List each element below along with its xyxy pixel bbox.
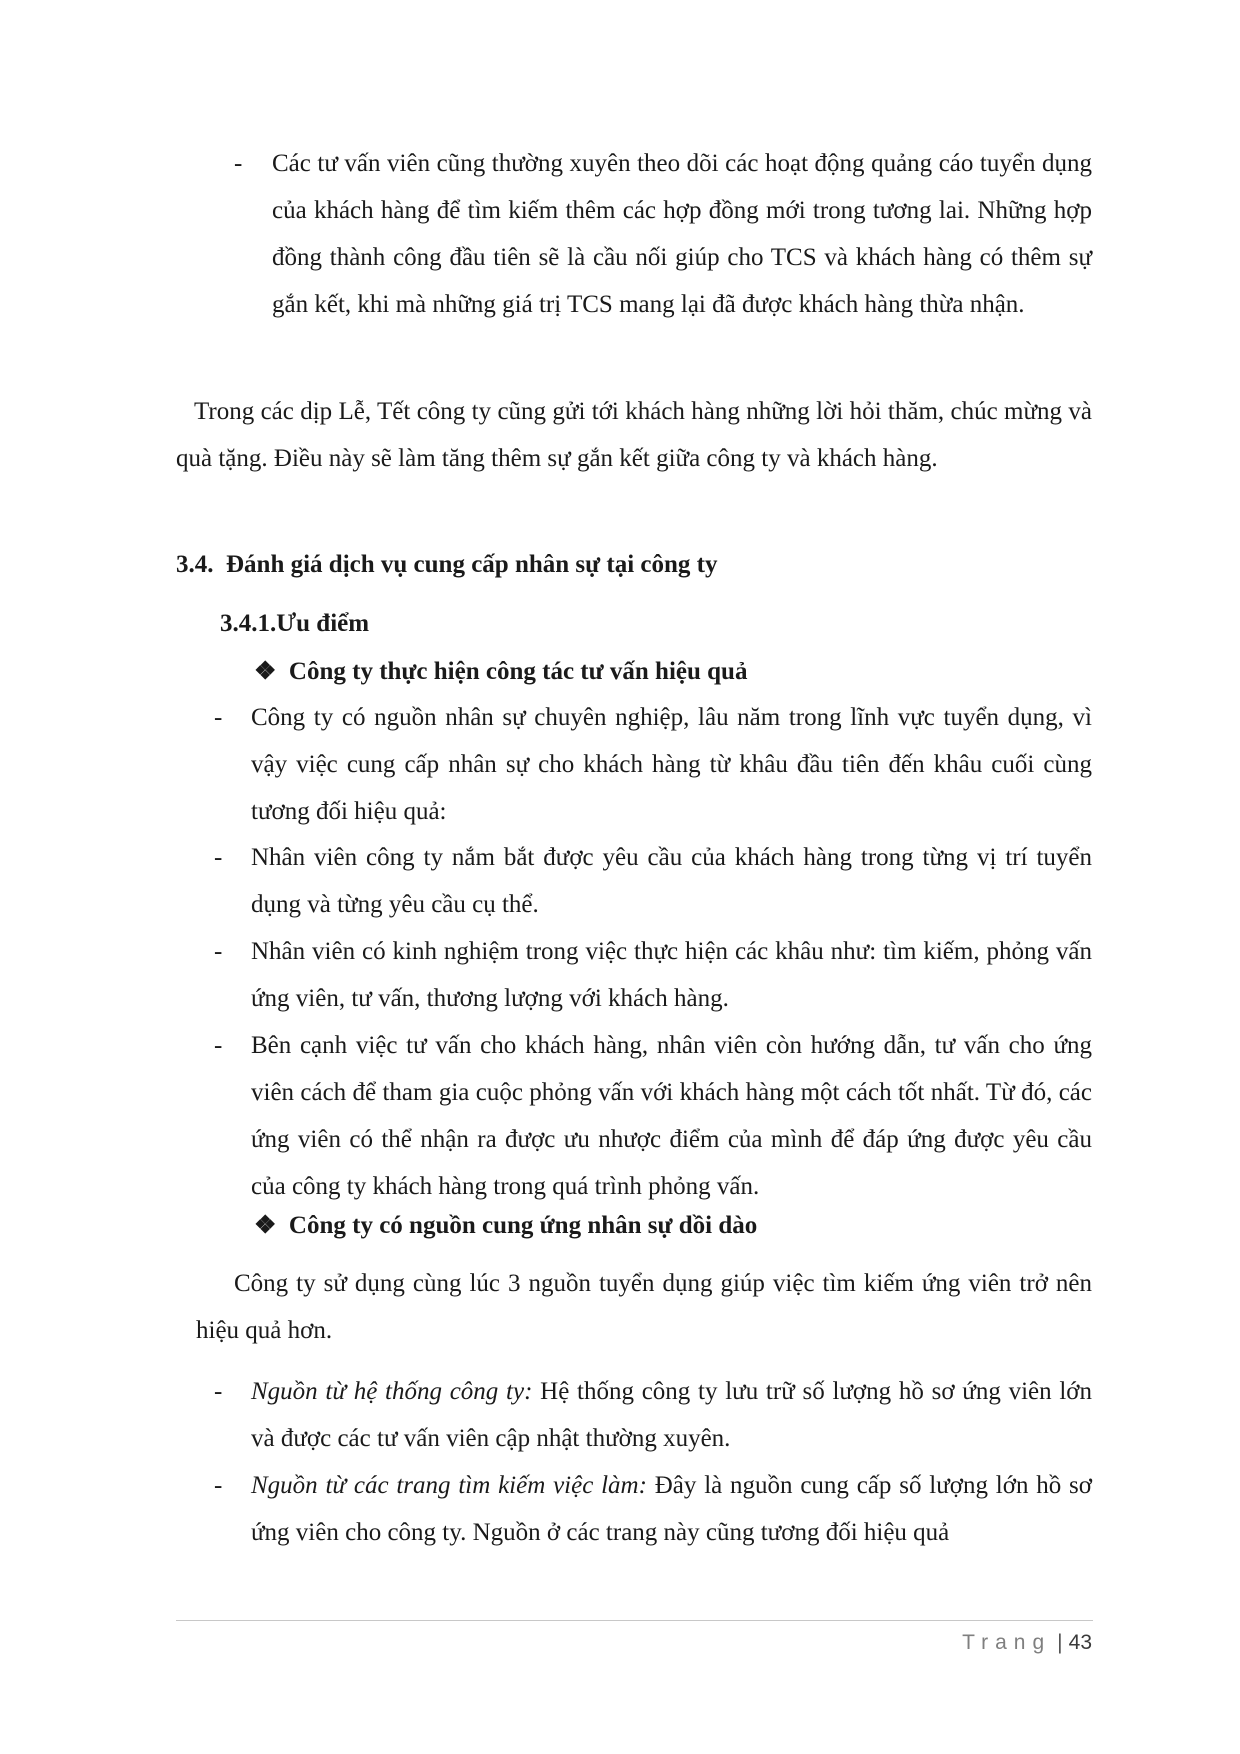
list-item-text: Đây là nguồn cung cấp số lượng lớn hồ sơ ứng viên cho công ty. Nguồn ở các trang này cũng tương đối hiệu quả <box>251 1472 1092 1546</box>
page-number: 43 <box>1068 1631 1092 1654</box>
footer-divider <box>176 1620 1093 1621</box>
list-dash: - <box>214 1472 223 1499</box>
subsection-heading: 3.4.1.Ưu điểm <box>220 610 370 637</box>
list-item-lead: Nguồn từ hệ thống công ty: <box>251 1378 533 1405</box>
point-title: Công ty có nguồn cung ứng nhân sự dồi dào <box>288 1212 758 1239</box>
footer-separator: | <box>1057 1631 1063 1654</box>
list-dash: - <box>214 938 223 965</box>
list-dash: - <box>214 1032 223 1059</box>
point-title: Công ty thực hiện công tác tư vấn hiệu quả <box>288 658 748 685</box>
list-item: Nhân viên có kinh nghiệm trong việc thực hiện các khâu như: tìm kiếm, phỏng vấn ứng viên, tư vấn, thương lượng với khách hàng. <box>251 938 1092 1012</box>
paragraph-sources-intro: Công ty sử dụng cùng lúc 3 nguồn tuyển dụng giúp việc tìm kiếm ứng viên trở nên hiệu quả hơn. <box>196 1270 1092 1344</box>
list-item-text: Hệ thống công ty lưu trữ số lượng hồ sơ ứng viên lớn và được các tư vấn viên cập nhật thường xuyên. <box>251 1378 1093 1452</box>
list-item <box>251 1368 1092 1462</box>
paragraph-holiday-greetings: Trong các dịp Lễ, Tết công ty cũng gửi tới khách hàng những lời hỏi thăm, chúc mừng và quà tặng. Điều này sẽ làm tăng thêm sự gắn kết giữa công ty và khách hàng. <box>176 398 1092 472</box>
diamond-bullet-icon: ❖ <box>254 658 277 685</box>
section-heading <box>176 551 718 579</box>
point-heading <box>254 656 747 686</box>
list-item: Công ty có nguồn nhân sự chuyên nghiệp, lâu năm trong lĩnh vực tuyển dụng, vì vậy việc cung cấp nhân sự cho khách hàng từ khâu đầu tiên đến khâu cuối cùng tương đối hiệu quả: <box>251 704 1092 825</box>
list-dash: - <box>214 1378 223 1405</box>
list-item: Nhân viên công ty nắm bắt được yêu cầu của khách hàng trong từng vị trí tuyển dụng và từng yêu cầu cụ thể. <box>251 844 1092 918</box>
list-item: Bên cạnh việc tư vấn cho khách hàng, nhân viên còn hướng dẫn, tư vấn cho ứng viên cách để tham gia cuộc phỏng vấn với khách hàng một cách tốt nhất. Từ đó, các ứng viên có thể nhận ra được ưu nhược điểm của mình để đáp ứng được yêu cầu của công ty khách hàng trong quá trình phỏng vấn. <box>251 1032 1092 1200</box>
list-item-lead: Nguồn từ các trang tìm kiếm việc làm: <box>251 1472 647 1499</box>
footer-label: Trang <box>962 1631 1052 1654</box>
page-footer <box>962 1631 1092 1655</box>
section-title: Đánh giá dịch vụ cung cấp nhân sự tại công ty <box>226 551 718 578</box>
list-dash: - <box>214 704 223 731</box>
section-number: 3.4. <box>176 551 214 578</box>
diamond-bullet-icon: ❖ <box>254 1212 277 1239</box>
point-heading <box>254 1210 757 1240</box>
list-item <box>251 1462 1092 1556</box>
list-dash: - <box>214 844 223 871</box>
paragraph-consultant-tracking: Các tư vấn viên cũng thường xuyên theo dõi các hoạt động quảng cáo tuyển dụng của khách hàng để tìm kiếm thêm các hợp đồng mới trong tương lai. Những hợp đồng thành công đầu tiên sẽ là cầu nối giúp cho TCS và khách hàng có thêm sự gắn kết, khi mà những giá trị TCS mang lại đã được khách hàng thừa nhận. <box>272 150 1092 318</box>
list-dash: - <box>234 150 243 177</box>
